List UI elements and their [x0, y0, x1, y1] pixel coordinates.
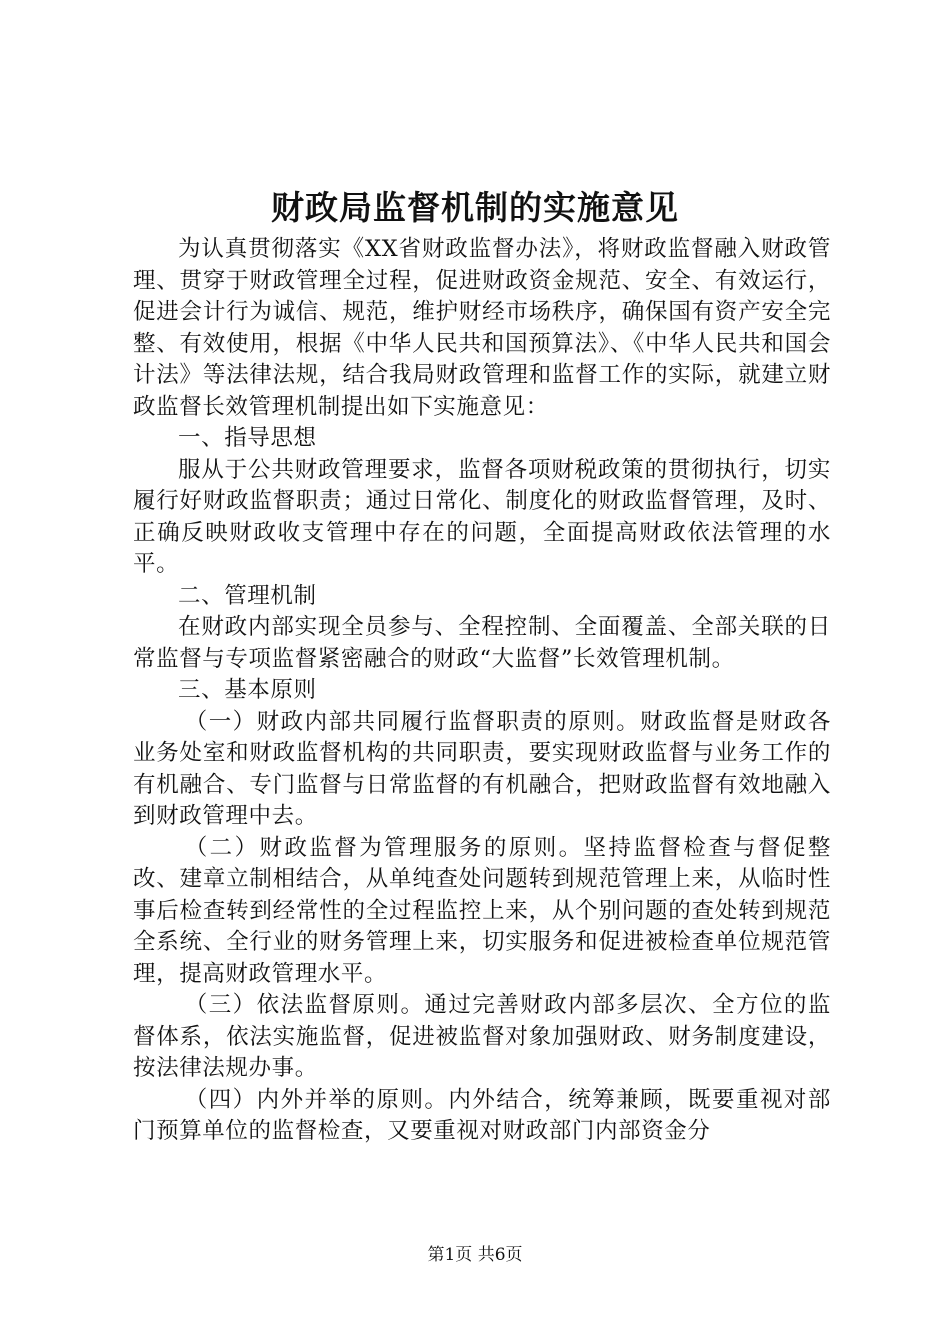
document-title: 财政局监督机制的实施意见 [271, 188, 679, 227]
principle-item: （二）财政监督为管理服务的原则。坚持监督检查与督促整改、建章立制相结合，从单纯查处问题转到规范管理上来，从临时性事后检查转到经常性的全过程监控上来，从个别问题的查处转到规范全系统、全行业的财务管理上来，切实服务和促进被检查单位规范管理，提高财政管理水平。 [133, 834, 831, 987]
section-heading-basic-principles: 三、基本原则 [178, 677, 317, 703]
document-body [133, 234, 831, 1148]
principle-item: （四）内外并举的原则。内外结合，统筹兼顾，既要重视对部门预算单位的监督检查，又要重视对财政部门内部资金分 [133, 1086, 831, 1144]
section-heading-management-mechanism: 二、管理机制 [178, 582, 317, 609]
principle-item: （一）财政内部共同履行监督职责的原则。财政监督是财政各业务处室和财政监督机构的共同职责，要实现财政监督与业务工作的有机融合、专门监督与日常监督的有机融合，把财政监督有效地融入到财政管理中去。 [133, 708, 831, 829]
page-number-footer: 第1页 共6页 [427, 1245, 523, 1265]
principle-item: （三）依法监督原则。通过完善财政内部多层次、全方位的监督体系，依法实施监督，促进被监督对象加强财政、财务制度建设，按法律法规办事。 [133, 992, 831, 1081]
section-heading-guiding-ideology: 一、指导思想 [178, 425, 317, 451]
section-paragraph-guiding-ideology: 服从于公共财政管理要求，监督各项财税政策的贯彻执行，切实履行好财政监督职责；通过日常化、制度化的财政监督管理，及时、正确反映财政收支管理中存在的问题，全面提高财政依法管理的水平。 [133, 456, 831, 577]
section-paragraph-management-mechanism: 在财政内部实现全员参与、全程控制、全面覆盖、全部关联的日常监督与专项监督紧密融合的财政“大监督”长效管理机制。 [133, 614, 831, 672]
intro-paragraph: 为认真贯彻落实《XX省财政监督办法》，将财政监督融入财政管理、贯穿于财政管理全过程，促进财政资金规范、安全、有效运行，促进会计行为诚信、规范，维护财经市场秩序，确保国有资产安全完整、有效使用，根据《中华人民共和国预算法》、《中华人民共和国会计法》等法律法规，结合我局财政管理和监督工作的实际，就建立财政监督长效管理机制提出如下实施意见： [133, 236, 831, 420]
